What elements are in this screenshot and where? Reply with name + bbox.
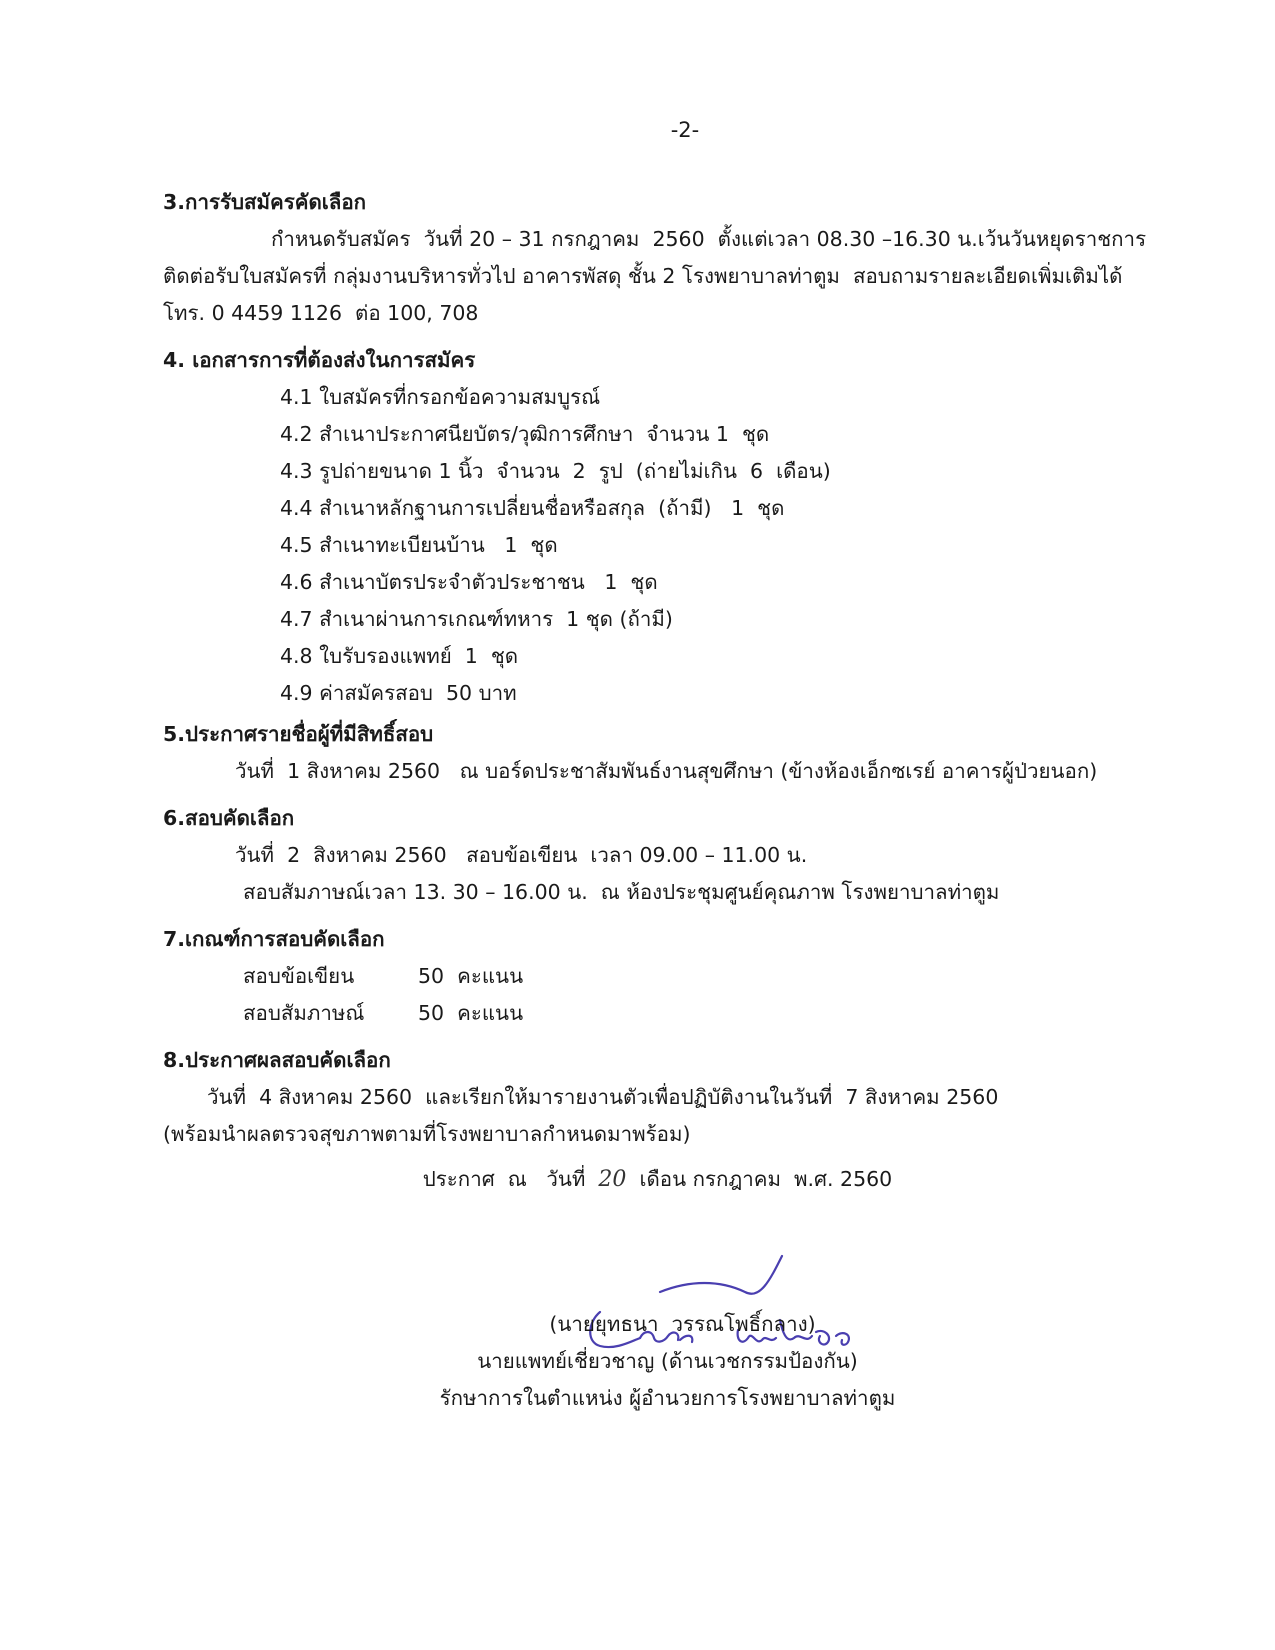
list-item: 4.3 รูปถ่ายขนาด 1 นิ้ว จำนวน 2 รูป (ถ่ายไม่เกิน 6 เดือน) [280,459,831,483]
section-3-line-1: กำหนดรับสมัคร วันที่ 20 – 31 กรกฎาคม 2560 ตั้งแต่เวลา 08.30 –16.30 น.เว้นวันหยุดราชการ [271,227,1147,251]
section-8-line-2: (พร้อมนำผลตรวจสุขภาพตามที่โรงพยาบาลกำหนดมาพร้อม) [163,1122,691,1146]
section-5-heading: 5.ประกาศรายชื่อผู้ที่มีสิทธิ์สอบ [163,722,434,746]
section-6-line-1: วันที่ 2 สิงหาคม 2560 สอบข้อเขียน เวลา 09.00 – 11.00 น. [235,843,808,867]
section-8-heading: 8.ประกาศผลสอบคัดเลือก [163,1048,391,1072]
section-4-heading: 4. เอกสารการที่ต้องส่งในการสมัคร [163,348,476,372]
criteria-row [163,958,1138,995]
signer-name: (นายยุทธนา วรรณโพธิ์กลาง) [549,1312,816,1336]
handwritten-signature [560,1250,860,1360]
list-item: 4.8 ใบรับรองแพทย์ 1 ชุด [280,644,519,668]
criteria-score: 50 คะแนน [418,1001,524,1025]
criteria-row [163,995,1138,1032]
announce-suffix: เดือน กรกฎาคม พ.ศ. 2560 [639,1167,893,1191]
list-item: 4.2 สำเนาประกาศนียบัตร/วุฒิการศึกษา จำนวน 1 ชุด [280,422,770,446]
list-item: 4.9 ค่าสมัครสอบ 50 บาท [280,681,517,705]
list-item: 4.6 สำเนาบัตรประจำตัวประชาชน 1 ชุด [280,570,658,594]
page-number: -2- [670,118,700,142]
criteria-score: 50 คะแนน [418,964,524,988]
announce-prefix: ประกาศ ณ วันที่ [422,1167,586,1191]
list-item: 4.5 สำเนาทะเบียนบ้าน 1 ชุด [280,533,558,557]
section-3-line-3: โทร. 0 4459 1126 ต่อ 100, 708 [163,301,479,325]
list-item: 4.1 ใบสมัครที่กรอกข้อความสมบูรณ์ [280,385,601,409]
document-body [163,180,1147,1153]
section-7-heading: 7.เกณฑ์การสอบคัดเลือก [163,927,385,951]
list-item: 4.4 สำเนาหลักฐานการเปลี่ยนชื่อหรือสกุล (ถ้ามี) 1 ชุด [280,496,785,520]
section-8-line-1: วันที่ 4 สิงหาคม 2560 และเรียกให้มารายงานตัวเพื่อปฏิบัติงานในวันที่ 7 สิงหาคม 2560 [207,1085,999,1109]
section-6-line-2: สอบสัมภาษณ์เวลา 13. 30 – 16.00 น. ณ ห้องประชุมศูนย์คุณภาพ โรงพยาบาลท่าตูม [243,880,1000,904]
criteria-label: สอบข้อเขียน [243,964,355,988]
signer-position: นายแพทย์เชี่ยวชาญ (ด้านเวชกรรมป้องกัน) [477,1349,858,1373]
announce-day: 20 [598,1167,627,1192]
list-item: 4.7 สำเนาผ่านการเกณฑ์ทหาร 1 ชุด (ถ้ามี) [280,607,673,631]
announcement-date [0,1163,1275,1196]
section-5-line-1: วันที่ 1 สิงหาคม 2560 ณ บอร์ดประชาสัมพันธ์งานสุขศึกษา (ข้างห้องเอ็กซเรย์ อาคารผู้ป่วยนอก) [235,759,1098,783]
signer-acting-position: รักษาการในตำแหน่ง ผู้อำนวยการโรงพยาบาลท่าตูม [439,1386,896,1410]
section-3-heading: 3.การรับสมัครคัดเลือก [163,190,367,214]
section-3-line-2: ติดต่อรับใบสมัครที่ กลุ่มงานบริหารทั่วไป อาคารพัสดุ ชั้น 2 โรงพยาบาลท่าตูม สอบถามรายละเอียดเพิ่มเติมได้ [163,264,1123,288]
section-6-heading: 6.สอบคัดเลือก [163,806,295,830]
criteria-label: สอบสัมภาษณ์ [243,1001,365,1025]
